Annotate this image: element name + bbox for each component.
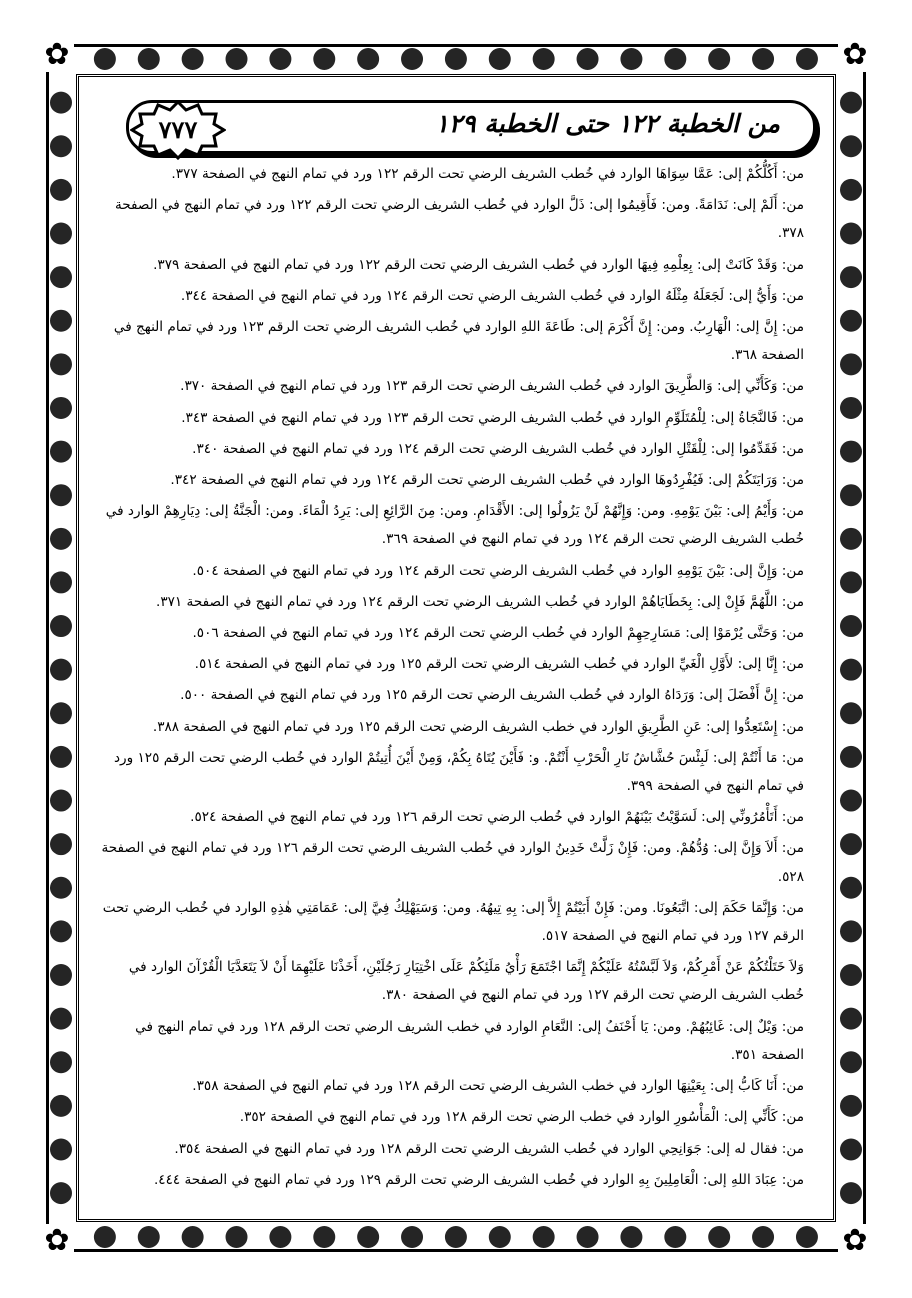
index-entry: من: وَرَايَتَكُمْ إلى: فَيُفْرِدُوهَا الوارد في خُطب الشريف الرضي تحت الرقم ١٢٤ ورد في تمام النهج في الصفحة ٣٤٢. [170,472,804,489]
index-entry: من: أَنَا كَابُّ إلى: بِعَيْنِهَا الوارد في خطب الشريف الرضي تحت الرقم ١٢٨ ورد في تمام النهج في الصفحة ٣٥٨. [192,1078,804,1095]
index-entry: من: أَتَأْمُرُونِّي إلى: لَسَوَّيْتُ بَيْنَهُمْ الوارد في خُطب الرضي تحت الرقم ١٢٦ ورد في تمام النهج في الصفحة ٥٢٤. [190,809,804,826]
index-entry: من: وَأَيُّ إلى: لَجَعَلَهُ مِثْلَهُ الوارد في خُطب الشريف الرضي تحت الرقم ١٢٤ ورد في تمام النهج في الصفحة ٣٤٤. [180,287,804,304]
page-title: من الخطبة ١٢٢ حتى الخطبة ١٢٩ [435,109,780,138]
index-entry: من: أَكُلُّكُمْ إلى: عَمَّا سِوَاهَا الوارد في خُطب الشريف الرضي تحت الرقم ١٢٢ ورد في تمام النهج في الصفحة ٣٧٧. [171,166,804,182]
index-entry: من: أَلَمْ إلى: نَدَامَةً. ومن: فَأَقِيمُوا إلى: ذَلَّ الوارد في خُطب الشريف الرضي تحت الرقم ١٢٢ ورد في تمام النهج في الصفحة ٣٧٨. [114,197,804,242]
page-number: ٧٧٧ [158,115,198,144]
index-entry: من: وَأَيْمُ إلى: بَيْنَ يَوْمِهِ. ومن: وَإِنَّهُمْ لَنْ يَزُولُوا إلى: الأَقْدَامِ. ومن: مِنَ الرَّائِعِ إلى: يَرِدُ الْمَاءَ. ومن: الْجَنَّةُ إلى: دِيَارِهِمْ الوارد في خُطب الشريف الرضي تحت الرقم ١٢٤ ورد في تمام النهج في الصفحة ٣٦٩. [105,503,804,548]
corner-ornament-icon: ✿ [40,38,74,72]
index-entry: من: فَقَدِّمُوا إلى: لِلْقَتْلِ الوارد في خُطب الشريف الرضي تحت الرقم ١٢٤ ورد في تمام النهج في الصفحة ٣٤٠. [192,440,804,457]
index-entry: من: مَا أَنْتُمْ إلى: لَبِئْسَ حُشَّاشُ نَارِ الْحَرْبِ أَنْتُمْ. و: فَأَيْنَ يُتَاهُ بِكُمْ، وَمِنْ أَيْنَ أُتِيتُمْ الوارد في خُطب الرضي تحت الرقم ١٢٥ ورد في تمام النهج في الصفحة ٣٩٩. [113,749,804,795]
index-entry: من: وَحَتَّى يُرْمَوْا إلى: مَسَارِحِهِمْ الوارد في خُطب الرضي تحت الرقم ١٢٤ ورد في تمام النهج في الصفحة ٥٠٦. [192,625,804,642]
index-entries [100,160,820,1220]
index-entry: من: اللَّهُمَّ فَإِنْ إلى: بِخَطَايَاهُمْ الوارد في خُطب الشريف الرضي تحت الرقم ١٢٤ ورد في تمام النهج في الصفحة ٣٧١. [155,593,804,610]
index-entry: من: وَيْلٌ إلى: غَائِبُهُمْ. ومن: يَا أَحْنَفُ إلى: النَّعَامِ الوارد في خطب الشريف الرضي تحت الرقم ١٢٨ ورد في تمام النهج في الصفحة ٣٥١. [135,1018,804,1063]
index-entry: من: إِنَّ أَفْضَلَ إلى: وَرَدَاهُ الوارد في خُطب الشريف الرضي تحت الرقم ١٢٥ ورد في تمام النهج في الصفحة ٥٠٠. [180,687,804,704]
index-entry: من: إِنَّ إلى: الْهَارِبُ. ومن: إِنَّ أَكْرَمَ إلى: طَاعَةَ اللهِ الوارد في خُطب الشريف الرضي تحت الرقم ١٢٣ ورد في تمام النهج في الصفحة ٣٦٨. [113,319,804,364]
corner-ornament-icon: ✿ [838,38,872,72]
index-entry: من: وَكَأَنِّي إلى: وَالطَّرِيقَ الوارد في خُطب الشريف الرضي تحت الرقم ١٢٣ ورد في تمام النهج في الصفحة ٣٧٠. [180,378,804,395]
index-entry: من: وَإِنَّ إلى: بَيْنَ يَوْمِهِ الوارد في خُطب الشريف الرضي تحت الرقم ١٢٤ ورد في تمام النهج في الصفحة ٥٠٤. [192,562,804,579]
index-entry: من: كَأَنِّي إلى: الْمَأْسُورِ الوارد في خطب الرضي تحت الرقم ١٢٨ ورد في تمام النهج في الصفحة ٣٥٢. [239,1109,804,1126]
page-number-badge [130,100,226,160]
corner-ornament-icon: ✿ [40,1224,74,1258]
index-entry: من: عِبَادَ اللهِ إلى: الْعَامِلِينَ بِهِ الوارد في خُطب الشريف الرضي تحت الرقم ١٢٩ ورد في تمام النهج في الصفحة ٤٤٤. [153,1171,804,1188]
index-entry: من: إِنَّا إلى: لأَوَّلِ الْغَيِّ الوارد في خُطب الشريف الرضي تحت الرقم ١٢٥ ورد في تمام النهج في الصفحة ٥١٤. [194,656,804,673]
index-entry: من: وَقَدْ كَانَتْ إلى: بِعِلْمِهِ فِيهَا الوارد في خُطب الشريف الرضي تحت الرقم ١٢٢ ورد في تمام النهج في الصفحة ٣٧٩. [153,256,804,273]
page-header [126,98,816,154]
index-entry: من: فَالنَّجَاةُ إلى: لِلْمُتَلَوِّمِ الوارد في خُطب الشريف الرضي تحت الرقم ١٢٣ ورد في تمام النهج في الصفحة ٣٤٣. [181,409,804,426]
index-entry: من: إِسْتَعِدُّوا إلى: عَنِ الطَّرِيقِ الوارد في خطب الشريف الرضي تحت الرقم ١٢٥ ورد في تمام النهج في الصفحة ٣٨٨. [152,718,804,735]
index-entry: من: أَلاَ وَإِنَّ إلى: وُدُّهُمْ. ومن: فَإِنْ زَلَّتْ خَدِينُ الوارد في خُطب الشريف الرضي تحت الرقم ١٢٦ ورد في تمام النهج في الصفحة ٥٢٨. [101,840,804,885]
corner-ornament-icon: ✿ [838,1224,872,1258]
index-entry: من: وَإِنَّمَا حَكَمَ إلى: اتَّبَعُونَا. ومن: فَإِنْ أَبَيْتُمْ إِلاَّ إلى: بِهِ تِيهُهُ. ومن: وَسَيَهْلِكُ فِيَّ إلى: عَمَامَتِي هٰذِهِ الوارد في خُطب الرضي تحت الرقم ١٢٧ ورد في تمام النهج في الصفحة ٥١٧. [102,899,804,945]
index-entry: وَلاَ خَتَلْتُكُمْ عَنْ أَمْرِكُمْ، وَلاَ لَبَّسْتُهُ عَلَيْكُمْ إِنَّمَا اجْتَمَعَ رَأْيُ مَلَئِكُمْ عَلَى اخْتِيَارِ رَجُلَيْنِ، أَخَذْنَا عَلَيْهِمَا أَنْ لاَ يَتَعَدَّيَا الْقُرْآنَ الوارد في خُطب الشريف الرضي تحت الرقم ١٢٧ ورد في تمام النهج في الصفحة ٣٨٠. [128,959,804,1004]
index-entry: من: فقال له إلى: جَوَانِحِي الوارد في خُطب الشريف الرضي تحت الرقم ١٢٨ ورد في تمام النهج في الصفحة ٣٥٤. [174,1140,804,1157]
